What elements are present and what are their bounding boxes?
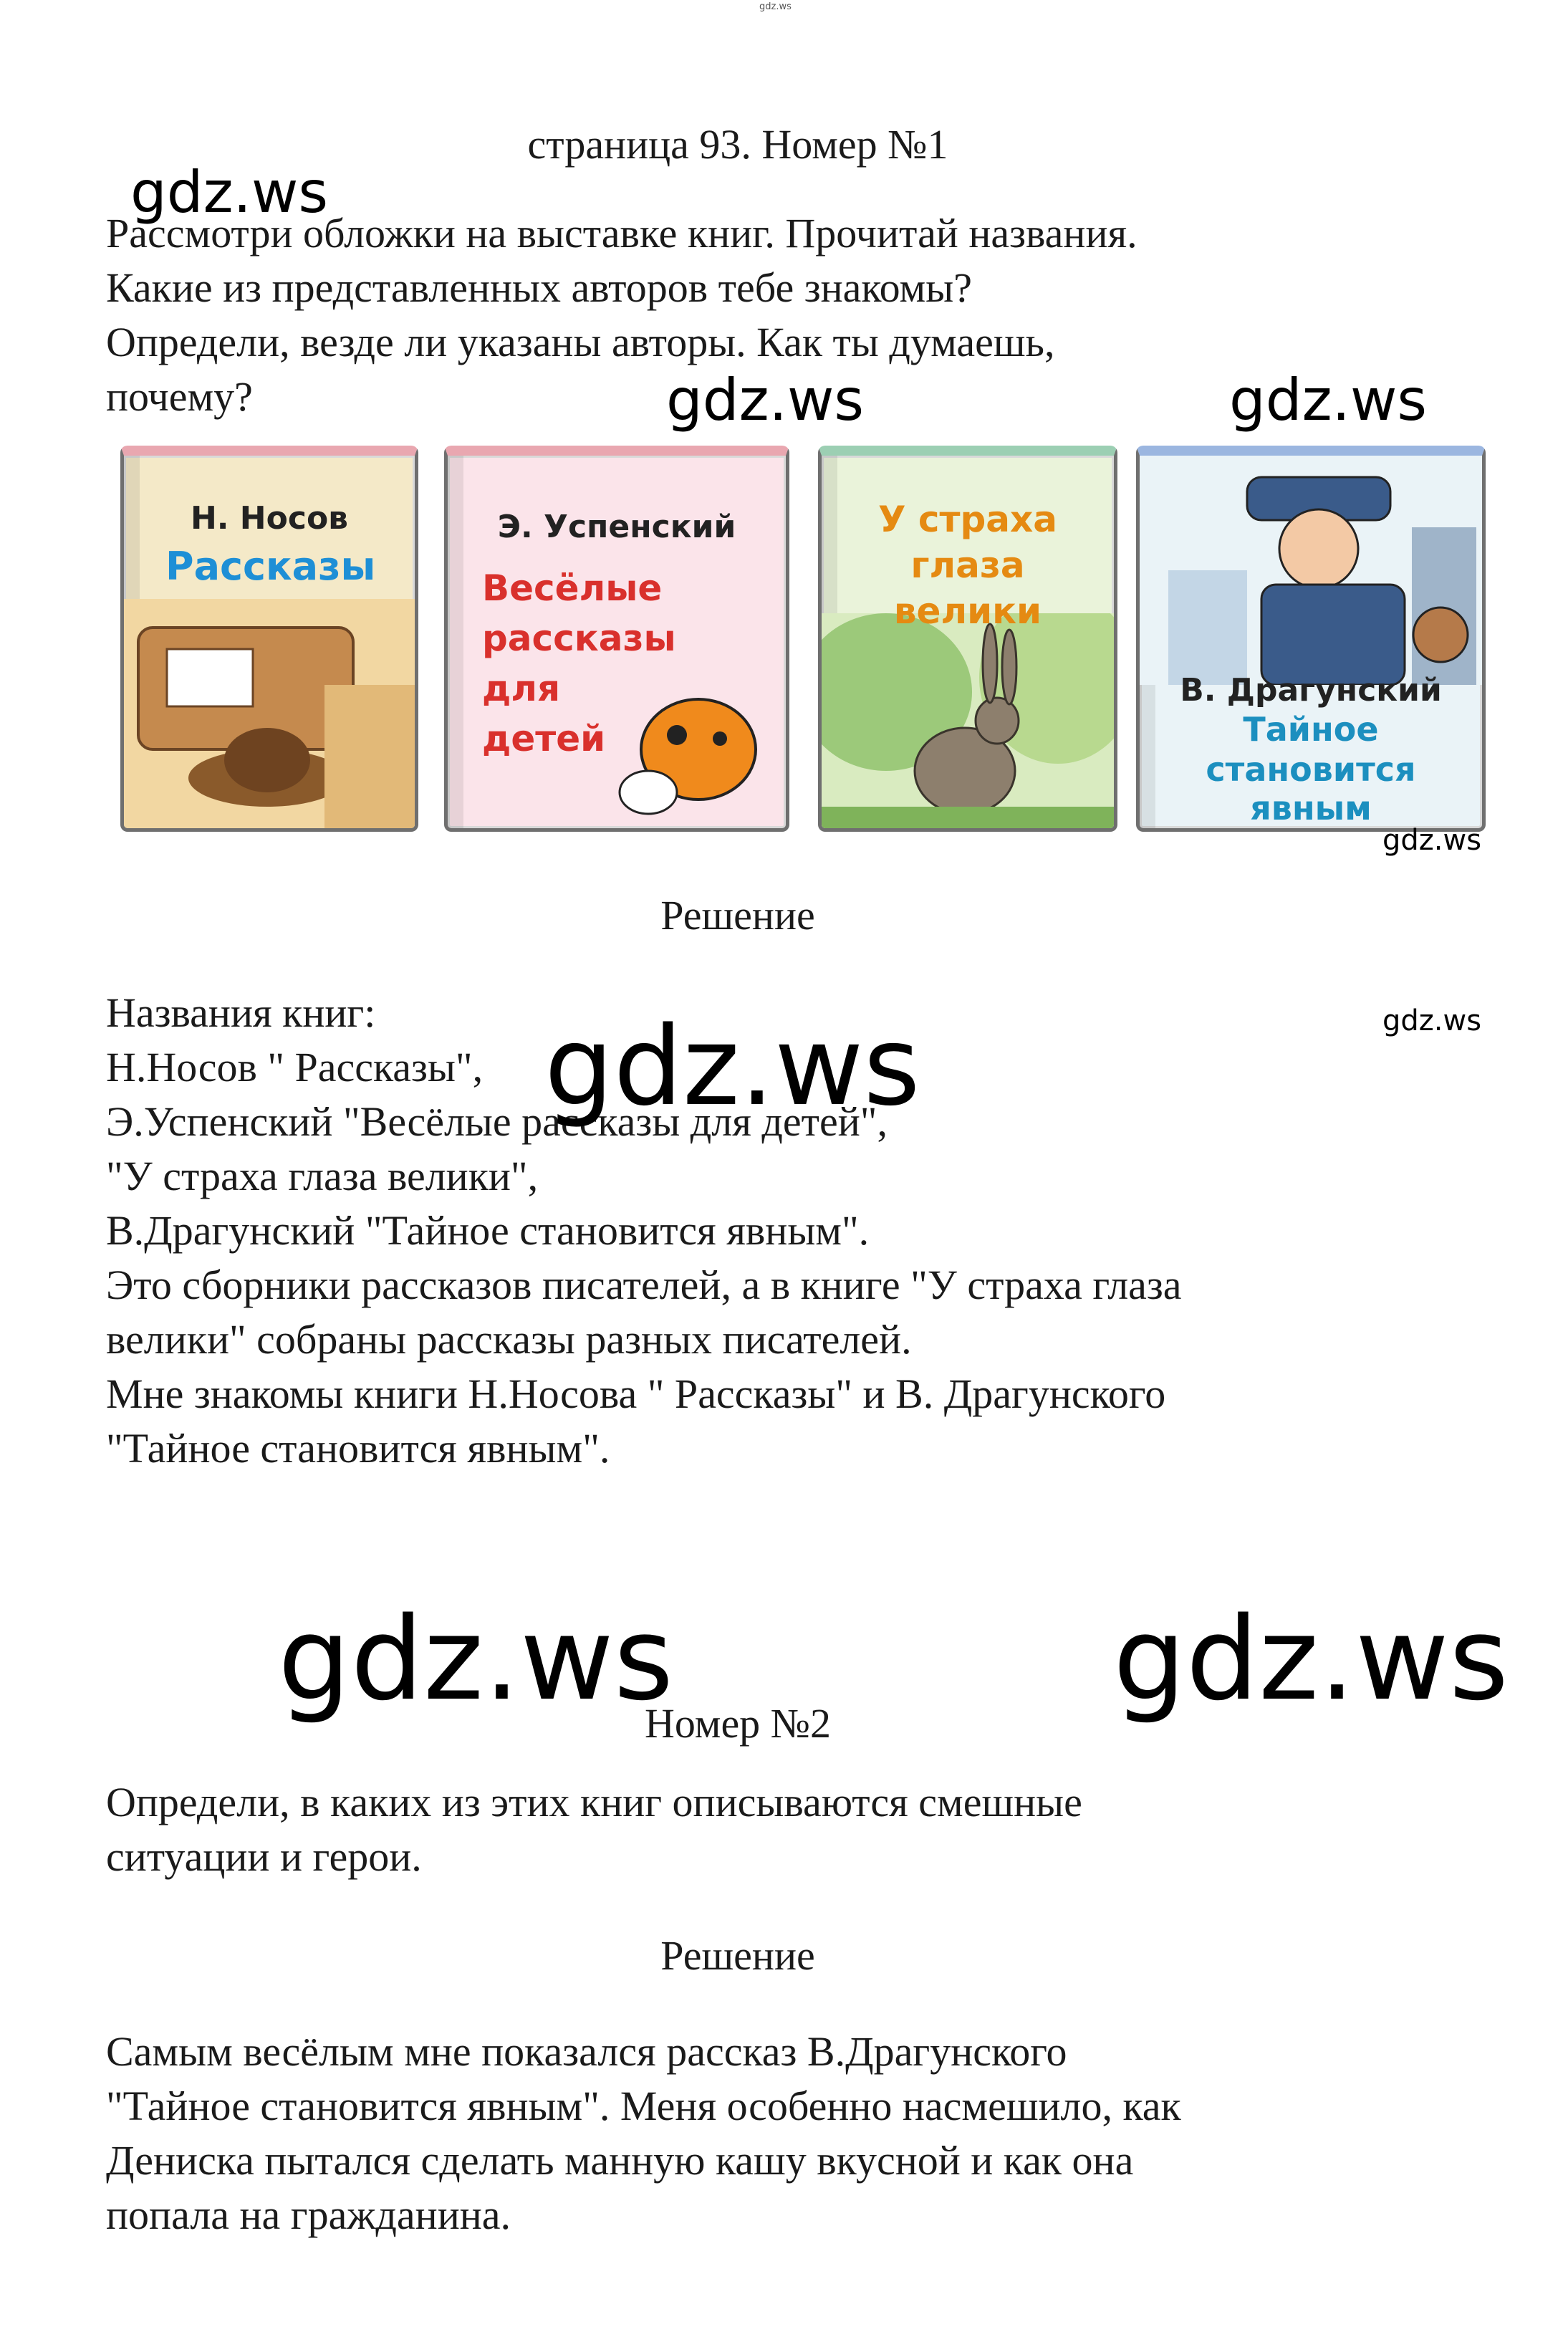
- solution1-line: "Тайное становится явным".: [106, 1425, 610, 1472]
- book-cover-uspensky: [444, 446, 789, 832]
- cover-illustration: [822, 613, 1114, 828]
- task2-line: Определи, в каких из этих книг описываются смешные: [106, 1779, 1082, 1825]
- book-title: для: [482, 668, 561, 709]
- book-author: Э. Успенский: [497, 509, 736, 545]
- book-author: Н. Носов: [190, 500, 349, 537]
- book-author: В. Драгунский: [1180, 672, 1442, 709]
- page-header: страница 93. Номер №1: [527, 121, 948, 168]
- task1-line: Определи, везде ли указаны авторы. Как ты думаешь,: [106, 319, 1055, 365]
- task1-line: Рассмотри обложки на выставке книг. Прочитай названия.: [106, 210, 1137, 256]
- watermark-8: gdz.ws: [1113, 1592, 1509, 1726]
- solution1-line: Н.Носов " Рассказы",: [106, 1044, 484, 1090]
- watermark-2: gdz.ws: [666, 367, 865, 433]
- watermark-top-tiny: gdz.ws: [759, 1, 792, 12]
- solution1-line: Мне знакомы книги Н.Носова " Рассказы" и В. Драгунского: [106, 1371, 1166, 1417]
- solution-heading-1: Решение: [660, 892, 815, 939]
- book-title: У страха: [877, 499, 1058, 540]
- book-title: глаза: [910, 544, 1025, 586]
- watermark-5: gdz.ws: [1382, 1004, 1482, 1037]
- solution1-line: Это сборники рассказов писателей, а в книге "У страха глаза: [106, 1262, 1182, 1308]
- solution2-line: попала на гражданина.: [106, 2192, 511, 2238]
- cover-illustration: [605, 671, 786, 828]
- cover-illustration: [124, 599, 415, 828]
- book-title: велики: [893, 590, 1042, 632]
- task1-line: почему?: [106, 373, 253, 420]
- solution2-line: "Тайное становится явным". Меня особенно насмешило, как: [106, 2083, 1181, 2129]
- book-title: явным: [1250, 789, 1372, 827]
- book-cover-nosov: [120, 446, 418, 832]
- solution-heading-2: Решение: [660, 1932, 815, 1979]
- book-cover-dragunsky: [1136, 446, 1486, 832]
- watermark-3: gdz.ws: [1229, 367, 1428, 433]
- solution1-line: велики" собраны рассказы разных писателей.: [106, 1316, 912, 1363]
- book-title: Тайное: [1243, 710, 1379, 749]
- task2-heading: Номер №2: [644, 1700, 832, 1747]
- watermark-1: gdz.ws: [130, 159, 329, 226]
- book-title: рассказы: [482, 618, 676, 659]
- book-title: Рассказы: [165, 544, 376, 589]
- solution1-line: Названия книг:: [106, 989, 376, 1036]
- watermark-7: gdz.ws: [278, 1592, 674, 1726]
- watermark-6: gdz.ws: [544, 1003, 920, 1130]
- book-cover-u-straha: [818, 446, 1117, 832]
- task2-line: ситуации и герои.: [106, 1833, 422, 1880]
- solution1-line: "У страха глаза велики",: [106, 1153, 539, 1199]
- solution1-line: В.Драгунский "Тайное становится явным".: [106, 1207, 870, 1254]
- book-title: становится: [1206, 750, 1416, 789]
- book-title: детей: [482, 718, 606, 759]
- solution1-line: Э.Успенский "Весёлые рассказы для детей",: [106, 1098, 888, 1145]
- solution2-line: Дениска пытался сделать манную кашу вкусной и как она: [106, 2137, 1134, 2184]
- solution2-line: Самым весёлым мне показался рассказ В.Драгунского: [106, 2028, 1067, 2075]
- task1-line: Какие из представленных авторов тебе знакомы?: [106, 264, 972, 311]
- watermark-4: gdz.ws: [1382, 824, 1482, 857]
- book-title: Весёлые: [482, 567, 663, 609]
- cover-illustration: [1140, 456, 1482, 685]
